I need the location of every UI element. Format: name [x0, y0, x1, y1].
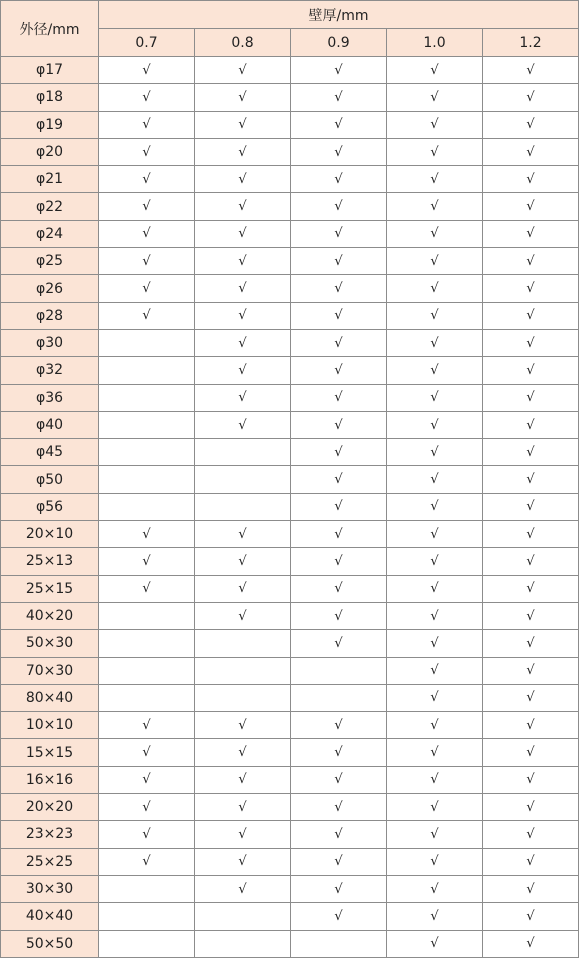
check-mark-cell: √	[291, 602, 387, 629]
table-row	[1, 357, 579, 384]
check-mark-cell: √	[483, 275, 579, 302]
table-row	[1, 794, 579, 821]
check-mark-cell: √	[387, 138, 483, 165]
check-mark-cell: √	[387, 575, 483, 602]
check-mark-cell: √	[195, 575, 291, 602]
check-mark-cell: √	[195, 875, 291, 902]
check-mark-cell: √	[291, 357, 387, 384]
check-mark-cell: √	[291, 329, 387, 356]
empty-cell	[291, 684, 387, 711]
check-mark-cell: √	[387, 493, 483, 520]
check-mark-cell: √	[387, 275, 483, 302]
check-mark-cell: √	[99, 220, 195, 247]
check-mark-cell: √	[483, 384, 579, 411]
check-mark-cell: √	[291, 630, 387, 657]
check-mark-cell: √	[195, 329, 291, 356]
table-row	[1, 493, 579, 520]
table-row	[1, 848, 579, 875]
empty-cell	[99, 657, 195, 684]
check-mark-cell: √	[195, 848, 291, 875]
table-row	[1, 439, 579, 466]
check-mark-cell: √	[195, 57, 291, 84]
empty-cell	[195, 930, 291, 957]
row-label: 80×40	[1, 684, 99, 711]
column-header: 0.7	[99, 29, 195, 57]
check-mark-cell: √	[483, 548, 579, 575]
row-label: φ19	[1, 111, 99, 138]
check-mark-cell: √	[291, 220, 387, 247]
check-mark-cell: √	[387, 521, 483, 548]
check-mark-cell: √	[99, 248, 195, 275]
check-mark-cell: √	[291, 575, 387, 602]
row-label: 23×23	[1, 821, 99, 848]
table-row	[1, 166, 579, 193]
empty-cell	[99, 384, 195, 411]
check-mark-cell: √	[99, 166, 195, 193]
check-mark-cell: √	[483, 111, 579, 138]
check-mark-cell: √	[291, 111, 387, 138]
check-mark-cell: √	[99, 138, 195, 165]
check-mark-cell: √	[291, 548, 387, 575]
row-label: 50×30	[1, 630, 99, 657]
check-mark-cell: √	[483, 466, 579, 493]
empty-cell	[99, 684, 195, 711]
check-mark-cell: √	[99, 821, 195, 848]
column-header: 1.2	[483, 29, 579, 57]
table-row	[1, 684, 579, 711]
row-label: 40×20	[1, 602, 99, 629]
check-mark-cell: √	[291, 193, 387, 220]
table-row	[1, 57, 579, 84]
check-mark-cell: √	[483, 630, 579, 657]
check-mark-cell: √	[387, 875, 483, 902]
empty-cell	[99, 493, 195, 520]
column-header: 0.9	[291, 29, 387, 57]
check-mark-cell: √	[195, 602, 291, 629]
check-mark-cell: √	[387, 193, 483, 220]
empty-cell	[195, 466, 291, 493]
check-mark-cell: √	[99, 57, 195, 84]
check-mark-cell: √	[195, 275, 291, 302]
check-mark-cell: √	[483, 84, 579, 111]
row-label: φ45	[1, 439, 99, 466]
table-row	[1, 875, 579, 902]
table-row	[1, 111, 579, 138]
table-row	[1, 930, 579, 957]
check-mark-cell: √	[483, 193, 579, 220]
table-row	[1, 602, 579, 629]
check-mark-cell: √	[483, 166, 579, 193]
check-mark-cell: √	[195, 548, 291, 575]
table-row	[1, 248, 579, 275]
check-mark-cell: √	[195, 138, 291, 165]
check-mark-cell: √	[483, 602, 579, 629]
empty-cell	[195, 657, 291, 684]
header-row-group	[1, 1, 579, 29]
check-mark-cell: √	[195, 302, 291, 329]
check-mark-cell: √	[483, 684, 579, 711]
check-mark-cell: √	[195, 739, 291, 766]
table-body	[1, 57, 579, 958]
check-mark-cell: √	[387, 930, 483, 957]
check-mark-cell: √	[483, 521, 579, 548]
check-mark-cell: √	[387, 220, 483, 247]
table-row	[1, 821, 579, 848]
table-row	[1, 712, 579, 739]
check-mark-cell: √	[483, 138, 579, 165]
check-mark-cell: √	[483, 739, 579, 766]
check-mark-cell: √	[483, 657, 579, 684]
check-mark-cell: √	[387, 630, 483, 657]
check-mark-cell: √	[387, 329, 483, 356]
table-row	[1, 521, 579, 548]
table-row	[1, 766, 579, 793]
check-mark-cell: √	[291, 275, 387, 302]
check-mark-cell: √	[387, 439, 483, 466]
check-mark-cell: √	[291, 821, 387, 848]
check-mark-cell: √	[483, 220, 579, 247]
check-mark-cell: √	[195, 248, 291, 275]
row-label: φ22	[1, 193, 99, 220]
empty-cell	[195, 684, 291, 711]
check-mark-cell: √	[483, 766, 579, 793]
check-mark-cell: √	[99, 739, 195, 766]
check-mark-cell: √	[291, 493, 387, 520]
row-label: φ17	[1, 57, 99, 84]
row-label: φ36	[1, 384, 99, 411]
table-row	[1, 630, 579, 657]
row-label: 20×10	[1, 521, 99, 548]
check-mark-cell: √	[483, 794, 579, 821]
table-row	[1, 466, 579, 493]
check-mark-cell: √	[291, 84, 387, 111]
column-header: 1.0	[387, 29, 483, 57]
empty-cell	[99, 630, 195, 657]
table-row	[1, 193, 579, 220]
check-mark-cell: √	[291, 302, 387, 329]
table-row	[1, 548, 579, 575]
check-mark-cell: √	[483, 875, 579, 902]
check-mark-cell: √	[387, 357, 483, 384]
check-mark-cell: √	[483, 248, 579, 275]
table-row	[1, 138, 579, 165]
check-mark-cell: √	[195, 521, 291, 548]
check-mark-cell: √	[483, 493, 579, 520]
check-mark-cell: √	[291, 466, 387, 493]
check-mark-cell: √	[195, 111, 291, 138]
check-mark-cell: √	[387, 848, 483, 875]
check-mark-cell: √	[387, 657, 483, 684]
row-label: 16×16	[1, 766, 99, 793]
check-mark-cell: √	[387, 166, 483, 193]
row-label: φ21	[1, 166, 99, 193]
check-mark-cell: √	[99, 302, 195, 329]
row-label: 40×40	[1, 903, 99, 930]
check-mark-cell: √	[483, 903, 579, 930]
check-mark-cell: √	[99, 794, 195, 821]
check-mark-cell: √	[291, 411, 387, 438]
check-mark-cell: √	[483, 329, 579, 356]
table-row	[1, 384, 579, 411]
table-row	[1, 220, 579, 247]
check-mark-cell: √	[99, 766, 195, 793]
check-mark-cell: √	[483, 57, 579, 84]
check-mark-cell: √	[99, 712, 195, 739]
check-mark-cell: √	[387, 766, 483, 793]
check-mark-cell: √	[483, 411, 579, 438]
row-label: 15×15	[1, 739, 99, 766]
row-label: φ50	[1, 466, 99, 493]
check-mark-cell: √	[291, 521, 387, 548]
check-mark-cell: √	[387, 248, 483, 275]
empty-cell	[195, 630, 291, 657]
row-label: 30×30	[1, 875, 99, 902]
check-mark-cell: √	[387, 302, 483, 329]
check-mark-cell: √	[99, 193, 195, 220]
empty-cell	[291, 930, 387, 957]
check-mark-cell: √	[387, 602, 483, 629]
row-label: 25×25	[1, 848, 99, 875]
check-mark-cell: √	[483, 575, 579, 602]
empty-cell	[99, 466, 195, 493]
check-mark-cell: √	[195, 384, 291, 411]
row-label: 70×30	[1, 657, 99, 684]
row-label: φ40	[1, 411, 99, 438]
table-row	[1, 575, 579, 602]
row-label: 25×15	[1, 575, 99, 602]
check-mark-cell: √	[291, 848, 387, 875]
row-label: φ28	[1, 302, 99, 329]
check-mark-cell: √	[195, 357, 291, 384]
row-label: φ26	[1, 275, 99, 302]
check-mark-cell: √	[291, 903, 387, 930]
check-mark-cell: √	[195, 794, 291, 821]
check-mark-cell: √	[291, 794, 387, 821]
check-mark-cell: √	[483, 848, 579, 875]
row-header-title: 外径/mm	[1, 1, 99, 57]
check-mark-cell: √	[195, 766, 291, 793]
empty-cell	[99, 357, 195, 384]
check-mark-cell: √	[483, 930, 579, 957]
check-mark-cell: √	[483, 302, 579, 329]
empty-cell	[195, 903, 291, 930]
empty-cell	[195, 493, 291, 520]
empty-cell	[195, 439, 291, 466]
row-label: 10×10	[1, 712, 99, 739]
check-mark-cell: √	[387, 466, 483, 493]
check-mark-cell: √	[99, 548, 195, 575]
check-mark-cell: √	[291, 766, 387, 793]
check-mark-cell: √	[291, 739, 387, 766]
empty-cell	[99, 875, 195, 902]
empty-cell	[291, 657, 387, 684]
check-mark-cell: √	[291, 712, 387, 739]
row-label: 50×50	[1, 930, 99, 957]
row-label: φ25	[1, 248, 99, 275]
row-label: 25×13	[1, 548, 99, 575]
empty-cell	[99, 903, 195, 930]
check-mark-cell: √	[291, 57, 387, 84]
check-mark-cell: √	[387, 794, 483, 821]
check-mark-cell: √	[195, 84, 291, 111]
check-mark-cell: √	[195, 166, 291, 193]
row-label: φ30	[1, 329, 99, 356]
row-label: φ56	[1, 493, 99, 520]
check-mark-cell: √	[291, 138, 387, 165]
empty-cell	[99, 930, 195, 957]
table-row	[1, 739, 579, 766]
check-mark-cell: √	[99, 848, 195, 875]
check-mark-cell: √	[291, 384, 387, 411]
check-mark-cell: √	[387, 903, 483, 930]
check-mark-cell: √	[195, 193, 291, 220]
check-mark-cell: √	[291, 439, 387, 466]
row-label: φ20	[1, 138, 99, 165]
check-mark-cell: √	[483, 439, 579, 466]
table-row	[1, 302, 579, 329]
table-row	[1, 657, 579, 684]
check-mark-cell: √	[387, 712, 483, 739]
table-row	[1, 903, 579, 930]
check-mark-cell: √	[387, 384, 483, 411]
check-mark-cell: √	[291, 248, 387, 275]
column-header: 0.8	[195, 29, 291, 57]
check-mark-cell: √	[99, 111, 195, 138]
check-mark-cell: √	[387, 411, 483, 438]
empty-cell	[99, 411, 195, 438]
check-mark-cell: √	[291, 875, 387, 902]
check-mark-cell: √	[483, 712, 579, 739]
check-mark-cell: √	[387, 739, 483, 766]
check-mark-cell: √	[483, 357, 579, 384]
row-label: 20×20	[1, 794, 99, 821]
check-mark-cell: √	[99, 575, 195, 602]
check-mark-cell: √	[387, 684, 483, 711]
check-mark-cell: √	[99, 521, 195, 548]
empty-cell	[99, 602, 195, 629]
check-mark-cell: √	[387, 821, 483, 848]
check-mark-cell: √	[195, 821, 291, 848]
column-group-title: 壁厚/mm	[99, 1, 579, 29]
row-label: φ18	[1, 84, 99, 111]
table-row	[1, 84, 579, 111]
table-row	[1, 275, 579, 302]
check-mark-cell: √	[99, 275, 195, 302]
check-mark-cell: √	[387, 84, 483, 111]
check-mark-cell: √	[387, 548, 483, 575]
table-row	[1, 411, 579, 438]
check-mark-cell: √	[99, 84, 195, 111]
check-mark-cell: √	[387, 57, 483, 84]
empty-cell	[99, 439, 195, 466]
table-row	[1, 329, 579, 356]
row-label: φ32	[1, 357, 99, 384]
table-header	[1, 1, 579, 57]
check-mark-cell: √	[387, 111, 483, 138]
check-mark-cell: √	[195, 411, 291, 438]
check-mark-cell: √	[483, 821, 579, 848]
empty-cell	[99, 329, 195, 356]
check-mark-cell: √	[291, 166, 387, 193]
check-mark-cell: √	[195, 712, 291, 739]
check-mark-cell: √	[195, 220, 291, 247]
row-label: φ24	[1, 220, 99, 247]
